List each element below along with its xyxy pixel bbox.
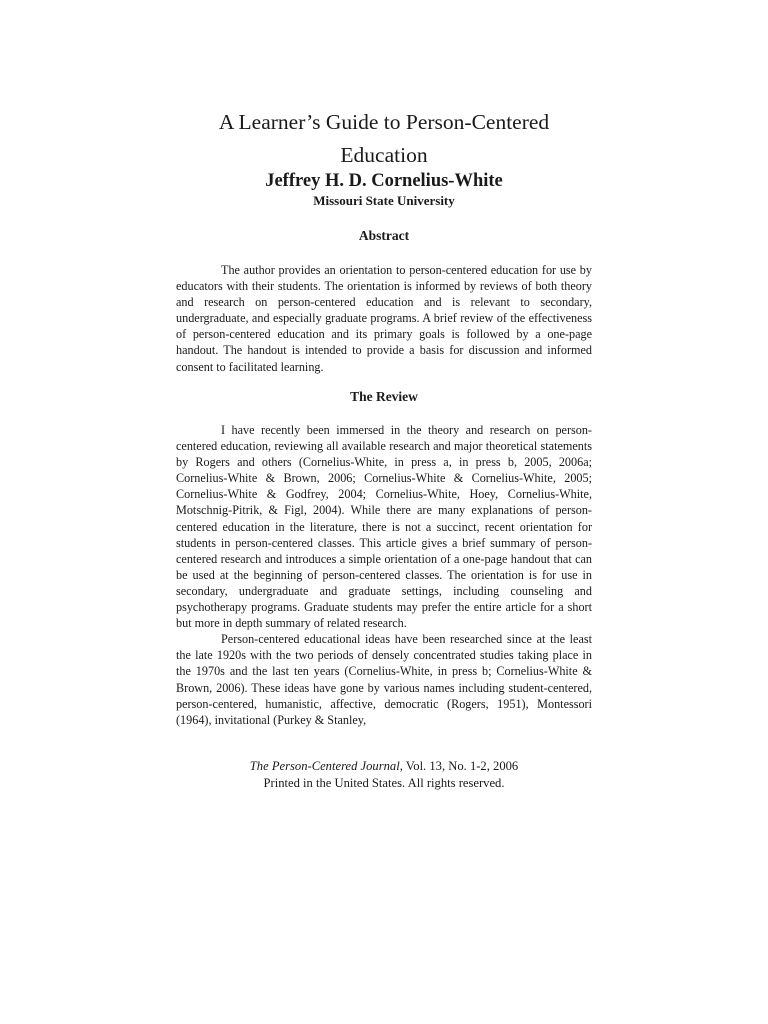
body-text xyxy=(176,422,592,728)
section-heading: The Review xyxy=(350,389,418,404)
footer-rights: Printed in the United States. All rights reserved. xyxy=(263,776,505,790)
abstract-block xyxy=(176,262,592,375)
journal-name: The Person-Centered Journal, xyxy=(249,759,403,773)
body-paragraph-1: I have recently been immersed in the theory and research on person-centered education, reviewing all available research and major theoretical statements by Rogers and others (Cornelius-White, in press a, in press b, 2005, 2006a; Cornelius-White & Brown, 2006; Cornelius-White & Cornelius-White, 2005; Cornelius-White & Godfrey, 2004; Cornelius-White, Hoey, Cornelius-White, Motschnig-Pitrik, & Figl, 2004). While there are many explanations of person-centered education in the literature, there is not a succinct, recent orientation for students in person-centered classes. This article gives a brief summary of person-centered research and introduces a simple orientation of a one-page handout that can be used at the beginning of person-centered classes. The orientation is for use in secondary, undergraduate and graduate settings, including counseling and psychotherapy programs. Graduate students may prefer the entire article for a short but more in depth summary of related research. xyxy=(176,423,592,631)
footer-citation-line xyxy=(0,758,768,775)
author-affiliation: Missouri State University xyxy=(313,193,455,208)
title-line-2: Education xyxy=(340,143,428,168)
abstract-heading: Abstract xyxy=(358,228,410,243)
body-paragraph-2: Person-centered educational ideas have been researched since at the least the late 1920s with the two periods of densely concentrated studies taking place in the 1970s and the last ten years (Cornelius-White, in press b; Cornelius-White & Brown, 2006). These ideas have gone by various names including student-centered, person-centered, humanistic, affective, democratic (Rogers, 1951), Montessori (1964), invitational (Purkey & Stanley, xyxy=(176,632,592,727)
author-name: Jeffrey H. D. Cornelius-White xyxy=(265,171,503,191)
journal-volume: Vol. 13, No. 1-2, 2006 xyxy=(402,759,519,773)
abstract-text: The author provides an orientation to person-centered education for use by educators with their students. The orientation is informed by reviews of both theory and research on person-centered education and is relevant to secondary, undergraduate, and especially graduate programs. A brief review of the effectiveness of person-centered education and its primary goals is followed by a one-page handout. The handout is intended to provide a basis for discussion and informed consent to facilitated learning. xyxy=(176,263,592,374)
paper-title xyxy=(0,106,768,172)
title-line-1: A Learner’s Guide to Person-Centered xyxy=(218,110,550,135)
journal-footer xyxy=(0,758,768,792)
